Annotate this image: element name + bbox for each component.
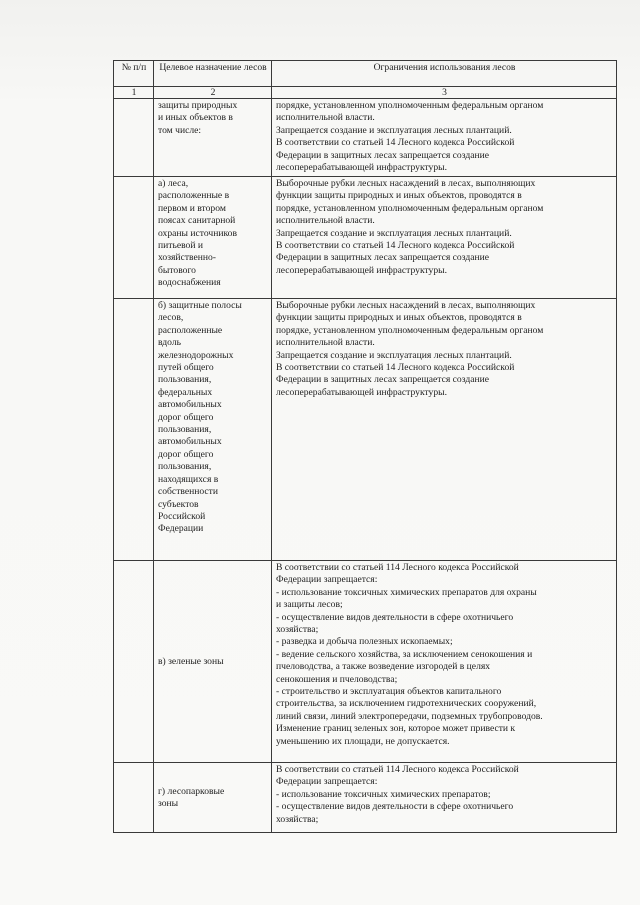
restriction-line: Запрещается создание и эксплуатация лесных плантаций. xyxy=(276,227,512,239)
purpose-line: б) защитные полосы xyxy=(158,300,242,311)
purpose-line: вдоль xyxy=(158,337,182,349)
column-number-row xyxy=(114,87,617,99)
restriction-line: хозяйства; xyxy=(276,813,319,825)
purpose-line: питьевой и xyxy=(158,240,204,252)
purpose-line: расположенные в xyxy=(158,190,230,202)
restriction-line: В соответствии со статьей 14 Лесного кодекса Российской xyxy=(276,240,515,252)
row-number-cell xyxy=(114,177,154,299)
purpose-line: федеральных xyxy=(158,386,213,398)
restriction-line: В соответствии со статьей 114 Лесного кодекса Российской xyxy=(276,764,519,775)
restriction-line: порядке, установленном уполномоченным федеральным органом xyxy=(276,202,544,214)
restriction-line: линий связи, линий электропередачи, подземных трубопроводов. xyxy=(276,710,543,722)
table-header-row xyxy=(114,61,617,87)
restriction-line: порядке, установленном уполномоченным федеральным органом xyxy=(276,100,544,111)
forest-restrictions-table xyxy=(113,60,617,833)
restriction-line: В соответствии со статьей 14 Лесного кодекса Российской xyxy=(276,137,515,149)
purpose-line: пользования, xyxy=(158,424,212,436)
restriction-line: функции защиты природных и иных объектов, проводятся в xyxy=(276,312,522,324)
header-restrictions: Ограничения использования лесов xyxy=(272,61,617,87)
purpose-line: Федерации xyxy=(158,523,204,535)
purpose-line: собственности xyxy=(158,486,219,498)
restrictions-cell xyxy=(272,561,617,763)
restriction-line: исполнительной власти. xyxy=(276,337,375,349)
restriction-line: уменьшению их площади, не допускается. xyxy=(276,735,450,747)
purpose-line: поясах санитарной xyxy=(158,215,236,227)
restriction-line: Федерации запрещается: xyxy=(276,776,378,788)
purpose-line: зоны xyxy=(158,798,179,809)
purpose-line: пользования, xyxy=(158,374,212,386)
table-row xyxy=(114,763,617,833)
column-number-3: 3 xyxy=(272,87,617,99)
restrictions-cell xyxy=(272,763,617,833)
restriction-line: исполнительной власти. xyxy=(276,112,375,124)
restrictions-cell xyxy=(272,177,617,299)
purpose-line: пользования, xyxy=(158,461,212,473)
purpose-line: лесов, xyxy=(158,312,184,324)
restriction-line: Запрещается создание и эксплуатация лесных плантаций. xyxy=(276,124,512,136)
purpose-line: первом и втором xyxy=(158,202,226,214)
restrictions-cell xyxy=(272,299,617,561)
purpose-line: Российской xyxy=(158,510,206,522)
restriction-line: Федерации в защитных лесах запрещается создание xyxy=(276,374,490,386)
purpose-line: защиты природных xyxy=(158,100,238,111)
restriction-line: Федерации в защитных лесах запрещается создание xyxy=(276,149,490,161)
row-number-cell xyxy=(114,299,154,561)
restriction-line: В соответствии со статьей 114 Лесного кодекса Российской xyxy=(276,562,519,573)
purpose-line: расположенные xyxy=(158,324,223,336)
restriction-line: лесоперерабатывающей инфраструктуры. xyxy=(276,386,447,398)
purpose-line: дорог общего xyxy=(158,411,214,423)
restriction-line: В соответствии со статьей 14 Лесного кодекса Российской xyxy=(276,362,515,374)
purpose-line: автомобильных xyxy=(158,399,222,411)
restriction-line: Федерации в защитных лесах запрещается создание xyxy=(276,252,490,264)
restriction-line: - осуществление видов деятельности в сфере охотничьего xyxy=(276,801,514,813)
restriction-line: Изменение границ зеленых зон, которое может привести к xyxy=(276,723,516,735)
purpose-line: автомобильных xyxy=(158,436,222,448)
table-row xyxy=(114,177,617,299)
purpose-line: находящихся в xyxy=(158,473,219,485)
restriction-line: пчеловодства, а также возведение изгородей в целях xyxy=(276,661,491,673)
purpose-cell xyxy=(154,99,272,177)
purpose-cell xyxy=(154,177,272,299)
restriction-line: исполнительной власти. xyxy=(276,215,375,227)
restriction-line: строительства, за исключением гидротехнических сооружений, xyxy=(276,698,537,710)
column-number-2: 2 xyxy=(154,87,272,99)
restriction-line: - разведка и добыча полезных ископаемых; xyxy=(276,636,453,648)
restriction-line: Федерации запрещается: xyxy=(276,574,378,586)
purpose-line: охраны источников xyxy=(158,227,237,239)
restriction-line: лесоперерабатывающей инфраструктуры. xyxy=(276,162,447,174)
purpose-line: хозяйственно- xyxy=(158,252,217,264)
restriction-line: - осуществление видов деятельности в сфере охотничьего xyxy=(276,611,514,623)
restriction-line: Выборочные рубки лесных насаждений в лесах, выполняющих xyxy=(276,300,536,311)
column-number-1: 1 xyxy=(114,87,154,99)
purpose-cell xyxy=(154,561,272,763)
restriction-line: и защиты лесов; xyxy=(276,599,343,611)
restriction-line: Запрещается создание и эксплуатация лесных плантаций. xyxy=(276,349,512,361)
restriction-line: функции защиты природных и иных объектов, проводятся в xyxy=(276,190,522,202)
restriction-line: порядке, установленном уполномоченным федеральным органом xyxy=(276,324,544,336)
purpose-cell xyxy=(154,299,272,561)
restriction-line: лесоперерабатывающей инфраструктуры. xyxy=(276,264,447,276)
row-number-cell xyxy=(114,763,154,833)
purpose-line: бытового xyxy=(158,264,196,276)
restriction-line: - строительство и эксплуатация объектов капитального xyxy=(276,686,502,698)
restriction-line: - использование токсичных химических препаратов; xyxy=(276,788,491,800)
header-purpose: Целевое назначение лесов xyxy=(154,61,272,87)
restriction-line: сенокошения и пчеловодства; xyxy=(276,673,398,685)
table-row xyxy=(114,561,617,763)
purpose-line: субъектов xyxy=(158,498,199,510)
restriction-line: - использование токсичных химических препаратов для охраны xyxy=(276,586,537,598)
restrictions-cell xyxy=(272,99,617,177)
purpose-line: г) лесопарковые xyxy=(158,785,225,797)
purpose-line: железнодорожных xyxy=(158,349,234,361)
purpose-line: том числе: xyxy=(158,124,202,136)
purpose-line: водоснабжения xyxy=(158,277,221,289)
restriction-line: хозяйства; xyxy=(276,624,319,636)
restriction-line: - ведение сельского хозяйства, за исключением сенокошения и xyxy=(276,648,533,660)
purpose-line: путей общего xyxy=(158,362,214,374)
row-number-cell xyxy=(114,99,154,177)
table-row xyxy=(114,299,617,561)
row-number-cell xyxy=(114,561,154,763)
purpose-line: дорог общего xyxy=(158,448,214,460)
purpose-cell xyxy=(154,763,272,833)
table-row xyxy=(114,99,617,177)
purpose-line: а) леса, xyxy=(158,178,189,189)
purpose-line: и иных объектов в xyxy=(158,112,233,124)
restriction-line: Выборочные рубки лесных насаждений в лесах, выполняющих xyxy=(276,178,536,189)
header-number: № п/п xyxy=(114,61,154,87)
purpose-line: в) зеленые зоны xyxy=(158,655,224,667)
